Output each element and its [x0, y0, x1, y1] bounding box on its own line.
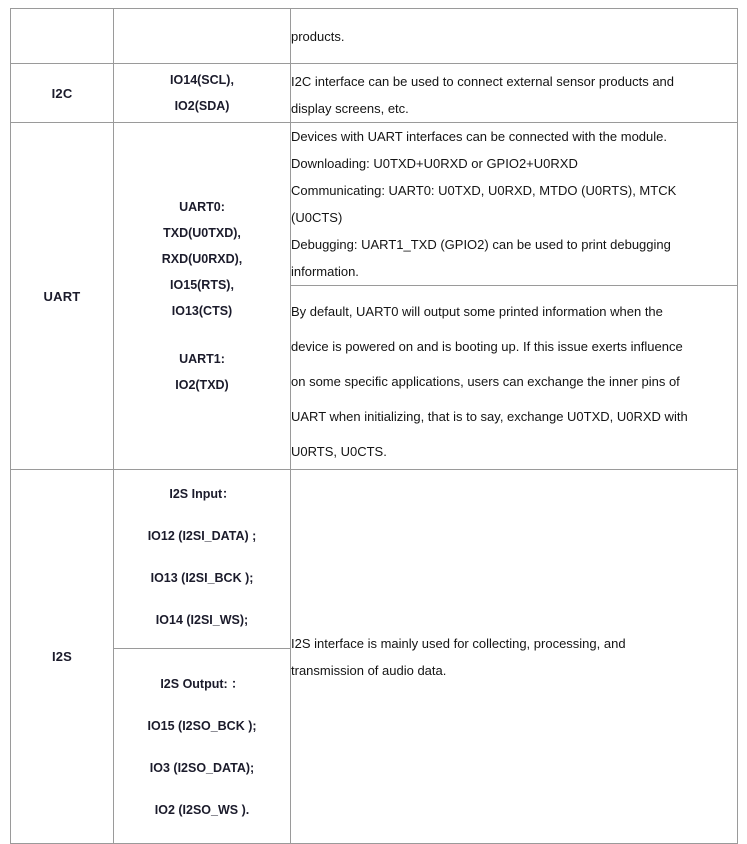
description-line: Communicating: UART0: U0TXD, U0RXD, MTDO (U0RTS), MTCK	[291, 183, 677, 198]
description-line: I2S interface is mainly used for collecting, processing, and	[291, 635, 626, 651]
description-line: transmission of audio data.	[291, 662, 447, 678]
description-line: By default, UART0 will output some printed information when the	[291, 304, 663, 319]
cell-interface-name-uart	[11, 123, 114, 470]
cell-pins-i2s-input	[114, 470, 290, 649]
description-line: (U0CTS)	[291, 210, 343, 225]
i2s-output-group	[114, 649, 290, 844]
pin-line: IO13 (I2SI_BCK );	[150, 571, 254, 585]
description-line: Devices with UART interfaces can be connected with the module.	[291, 129, 667, 144]
cell-interface-name-continued	[11, 9, 114, 64]
description-line: products.	[291, 28, 345, 44]
pin-line: IO2 (I2SO_WS ).	[154, 803, 250, 817]
table-row	[11, 123, 738, 286]
pin-line: IO13(CTS)	[171, 304, 233, 318]
cell-pins-uart	[114, 123, 291, 470]
description-line: U0RTS, U0CTS.	[291, 444, 387, 459]
cell-pins-continued	[114, 9, 291, 64]
pin-line: RXD(U0RXD),	[161, 252, 243, 266]
table-row	[11, 470, 738, 844]
table-row	[11, 9, 738, 64]
description-line: device is powered on and is booting up. If this issue exerts influence	[291, 339, 683, 354]
pin-line: IO2(TXD)	[175, 378, 229, 392]
table-row	[11, 64, 738, 123]
pin-line: IO15 (I2SO_BCK );	[147, 719, 257, 733]
pin-line: IO12 (I2SI_DATA) ;	[147, 529, 257, 543]
pin-line: IO14 (I2SI_WS);	[155, 613, 249, 627]
description-line: Downloading: U0TXD+U0RXD or GPIO2+U0RXD	[291, 156, 578, 171]
interface-name-label: UART	[43, 288, 81, 304]
interface-name-label: I2S	[51, 649, 73, 664]
description-line: display screens, etc.	[291, 101, 409, 116]
pin-line: UART1:	[179, 352, 225, 366]
cell-pins-i2s-output	[114, 649, 290, 844]
description-line: information.	[291, 264, 359, 279]
i2s-pin-split-table	[114, 470, 290, 843]
pin-group-title: I2S Output: ：	[160, 677, 244, 691]
pin-group-title: I2S Input：	[169, 487, 235, 501]
cell-description-i2s	[291, 470, 738, 844]
cell-description-uart-primary	[291, 123, 738, 286]
i2s-input-group	[114, 470, 290, 649]
pin-line: IO3 (I2SO_DATA);	[149, 761, 255, 775]
description-line: on some specific applications, users can exchange the inner pins of	[291, 374, 680, 389]
interface-name-label: I2C	[51, 85, 73, 101]
pin-line: IO15(RTS),	[170, 278, 234, 292]
pin-line: IO14(SCL),	[170, 73, 234, 87]
description-line: I2C interface can be used to connect external sensor products and	[291, 74, 675, 89]
cell-description-continued	[291, 9, 738, 64]
cell-interface-name-i2s	[11, 470, 114, 844]
interface-spec-table	[10, 8, 738, 844]
pin-line: UART0:	[179, 200, 225, 214]
cell-pins-i2s	[114, 470, 291, 844]
pin-line: TXD(U0TXD),	[163, 226, 241, 240]
cell-interface-name-i2c	[11, 64, 114, 123]
pin-line: IO2(SDA)	[174, 99, 230, 113]
description-line: Debugging: UART1_TXD (GPIO2) can be used to print debugging	[291, 237, 671, 252]
cell-description-i2c	[291, 64, 738, 123]
cell-description-uart-note	[291, 286, 738, 470]
cell-pins-i2c	[114, 64, 291, 123]
description-line: UART when initializing, that is to say, exchange U0TXD, U0RXD with	[291, 409, 688, 424]
